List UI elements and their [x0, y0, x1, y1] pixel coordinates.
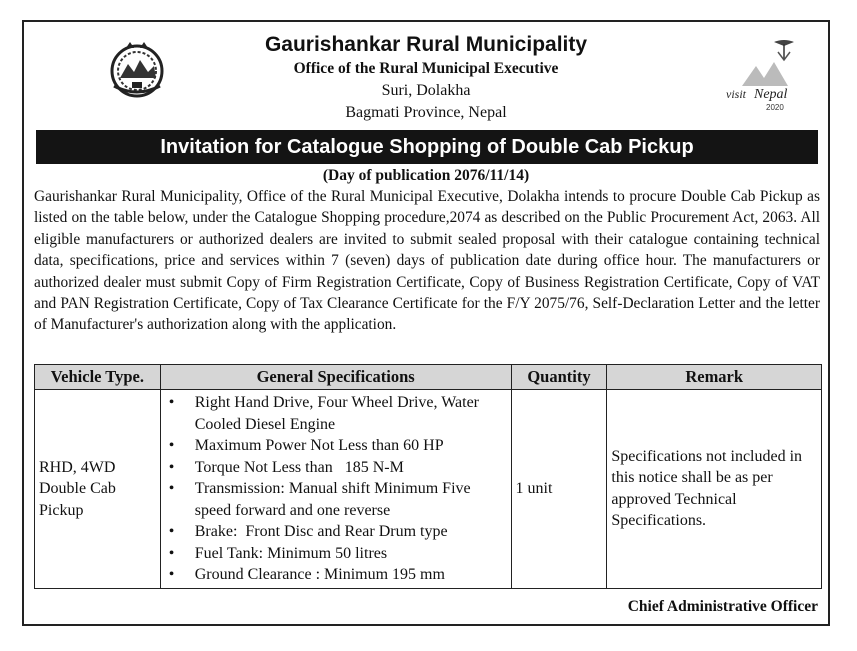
- cell-quantity: 1 unit: [511, 390, 607, 589]
- year-text: 2020: [766, 103, 784, 112]
- cell-specifications: [160, 390, 511, 589]
- notice-body-paragraph: Gaurishankar Rural Municipality, Office of the Rural Municipal Executive, Dolakha intends to procure Double Cab Pickup as listed on the table below, under the Catalogue Shopping procedure,2074 as described on the Public Procurement Act, 2063. All eligible manufacturers or authorized dealers are invited to submit sealed proposal with their catalogue containing technical data, specifications, price and services within 7 (seven) days of publication date during office hour. The manufacturers or authorized dealer must submit Copy of Firm Registration Certificate, Copy of Business Registration Certificate, Copy of VAT and PAN Registration Certificate, Copy of Tax Clearance Certificate for the F/Y 2075/76, Self-Declaration Letter and the letter of Manufacturer's authorization along with the application.: [34, 188, 820, 334]
- list-item: • Transmission: Manual shift Minimum Five speed forward and one reverse: [191, 478, 507, 521]
- office-subtitle: Office of the Rural Municipal Executive: [293, 60, 559, 77]
- header-remark: Remark: [607, 365, 822, 390]
- table-header-row: [35, 365, 822, 390]
- list-item: • Ground Clearance : Minimum 195 mm: [191, 564, 507, 586]
- table-row: [35, 390, 822, 589]
- signature-title: Chief Administrative Officer: [627, 598, 818, 615]
- list-item: • Torque Not Less than 185 N-M: [191, 457, 507, 479]
- list-item: • Brake: Front Disc and Rear Drum type: [191, 521, 507, 543]
- address-line-1: Suri, Dolakha: [381, 82, 471, 99]
- header-vehicle-type: Vehicle Type.: [35, 365, 161, 390]
- visit-nepal-logo-icon: [718, 36, 810, 122]
- list-item: • Maximum Power Not Less than 60 HP: [191, 435, 507, 457]
- notice-frame: [22, 20, 830, 626]
- list-item: • Right Hand Drive, Four Wheel Drive, Water Cooled Diesel Engine: [191, 392, 507, 435]
- invitation-banner: Invitation for Catalogue Shopping of Double Cab Pickup: [36, 130, 818, 164]
- publication-date: (Day of publication 2076/11/14): [322, 167, 530, 184]
- visit-text: visit: [726, 87, 746, 101]
- nepal-text: Nepal: [754, 87, 788, 102]
- cell-vehicle-type: RHD, 4WD Double Cab Pickup: [35, 390, 161, 589]
- header-general-specifications: General Specifications: [160, 365, 511, 390]
- header-text: [24, 32, 828, 124]
- specifications-table: [34, 364, 822, 589]
- header-quantity: Quantity: [511, 365, 607, 390]
- address-line-2: Bagmati Province, Nepal: [345, 104, 507, 121]
- list-item: • Fuel Tank: Minimum 50 litres: [191, 543, 507, 565]
- specification-list: [165, 392, 507, 586]
- notice-header: [24, 22, 828, 130]
- municipality-title: Gaurishankar Rural Municipality: [264, 33, 588, 56]
- cell-remark: Specifications not included in this notice shall be as per approved Technical Specifications.: [607, 390, 822, 589]
